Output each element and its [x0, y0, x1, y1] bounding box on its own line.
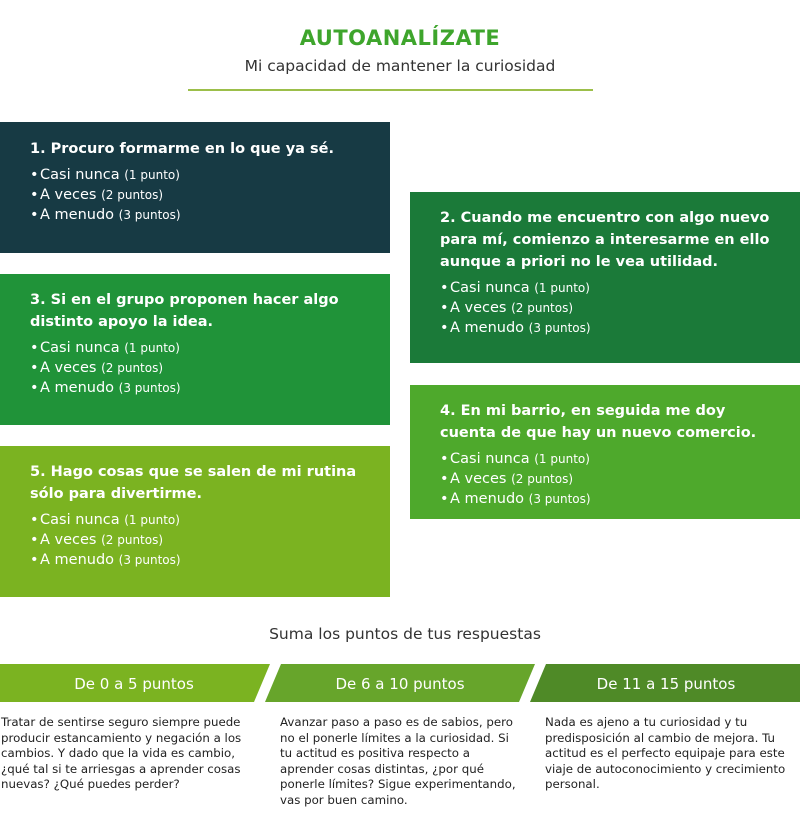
range-description-2: Avanzar paso a paso es de sabios, pero no el ponerle límites a la curiosidad. Si tu actitud es positiva respecto a aprender cosas distintas, ¿por qué ponerle límites? Sigue experimentando, vas por buen camino. [280, 715, 516, 807]
question-text: 5. Hago cosas que se salen de mi rutina sólo para divertirme. [30, 464, 357, 502]
option-label: A veces [40, 360, 97, 376]
bullet-icon: • [30, 360, 39, 376]
option-label: A menudo [450, 491, 525, 507]
range-description-3: Nada es ajeno a tu curiosidad y tu predisposición al cambio de mejora. Tu actitud es el perfecto equipaje para este viaje de autoconocimiento y crecimiento personal. [545, 715, 786, 791]
options-list [30, 338, 370, 398]
option-points: (1 punto) [124, 513, 180, 527]
score-range-bar [0, 664, 800, 702]
option-label: A menudo [40, 552, 115, 568]
bullet-icon: • [30, 512, 39, 528]
option-points: (3 puntos) [118, 553, 181, 567]
question-card-5 [0, 446, 390, 597]
option-points: (3 puntos) [528, 492, 591, 506]
option-label: A veces [450, 471, 507, 487]
options-list [440, 449, 780, 509]
range-description-1: Tratar de sentirse seguro siempre puede producir estancamiento y negación a los cambios. Y dado que la vida es cambio, ¿qué tal si te arriesgas a aprender cosas nuevas? ¿Qué puedes perder? [1, 715, 242, 791]
bullet-icon: • [30, 340, 39, 356]
option-points: (1 punto) [534, 281, 590, 295]
option-points: (2 puntos) [101, 188, 164, 202]
range-tab-3-label: De 11 a 15 puntos [596, 675, 736, 693]
option-item[interactable] [30, 378, 370, 398]
question-text: 4. En mi barrio, en seguida me doy cuenta de que hay un nuevo comercio. [440, 403, 757, 441]
question-card-3 [0, 274, 390, 425]
bullet-icon: • [30, 532, 39, 548]
range-tab-2-label: De 6 a 10 puntos [335, 675, 465, 693]
option-points: (1 punto) [124, 341, 180, 355]
option-label: Casi nunca [40, 512, 120, 528]
option-label: A menudo [40, 380, 115, 396]
bullet-icon: • [440, 471, 449, 487]
option-item[interactable] [30, 550, 370, 570]
option-label: A veces [450, 300, 507, 316]
option-item[interactable] [440, 298, 780, 318]
question-card-1 [0, 122, 390, 253]
option-label: A veces [40, 187, 97, 203]
option-item[interactable] [30, 185, 370, 205]
option-points: (2 puntos) [101, 361, 164, 375]
option-item[interactable] [440, 449, 780, 469]
bullet-icon: • [30, 552, 39, 568]
bullet-icon: • [30, 380, 39, 396]
bullet-icon: • [30, 167, 39, 183]
option-label: Casi nunca [450, 280, 530, 296]
option-label: A veces [40, 532, 97, 548]
option-label: Casi nunca [450, 451, 530, 467]
option-item[interactable] [30, 338, 370, 358]
option-item[interactable] [440, 318, 780, 338]
options-list [440, 278, 780, 338]
question-text: 1. Procuro formarme en lo que ya sé. [30, 141, 334, 157]
option-points: (1 punto) [124, 168, 180, 182]
option-points: (1 punto) [534, 452, 590, 466]
option-points: (3 puntos) [118, 381, 181, 395]
bullet-icon: • [440, 451, 449, 467]
question-text: 2. Cuando me encuentro con algo nuevo para mí, comienzo a interesarme en ello aunque a priori no le vea utilidad. [440, 210, 770, 270]
option-item[interactable] [30, 510, 370, 530]
option-item[interactable] [30, 358, 370, 378]
option-item[interactable] [30, 205, 370, 225]
options-list [30, 165, 370, 225]
option-item[interactable] [440, 469, 780, 489]
bullet-icon: • [440, 491, 449, 507]
summary-heading: Suma los puntos de tus respuestas [269, 625, 541, 643]
bullet-icon: • [440, 280, 449, 296]
page-title: AUTOANALÍZATE [299, 26, 501, 50]
option-item[interactable] [440, 489, 780, 509]
range-tab-1-label: De 0 a 5 puntos [74, 675, 194, 693]
option-label: Casi nunca [40, 167, 120, 183]
title-divider [188, 89, 593, 91]
options-list [30, 510, 370, 570]
option-points: (2 puntos) [511, 301, 574, 315]
bullet-icon: • [30, 187, 39, 203]
option-item[interactable] [440, 278, 780, 298]
option-points: (3 puntos) [118, 208, 181, 222]
option-label: A menudo [450, 320, 525, 336]
option-points: (2 puntos) [101, 533, 164, 547]
bullet-icon: • [30, 207, 39, 223]
option-points: (2 puntos) [511, 472, 574, 486]
option-points: (3 puntos) [528, 321, 591, 335]
option-label: A menudo [40, 207, 115, 223]
question-text: 3. Si en el grupo proponen hacer algo distinto apoyo la idea. [30, 292, 339, 330]
bullet-icon: • [440, 300, 449, 316]
question-card-4 [410, 385, 800, 519]
option-item[interactable] [30, 165, 370, 185]
page-subtitle: Mi capacidad de mantener la curiosidad [244, 57, 556, 75]
question-card-2 [410, 192, 800, 363]
option-label: Casi nunca [40, 340, 120, 356]
option-item[interactable] [30, 530, 370, 550]
bullet-icon: • [440, 320, 449, 336]
